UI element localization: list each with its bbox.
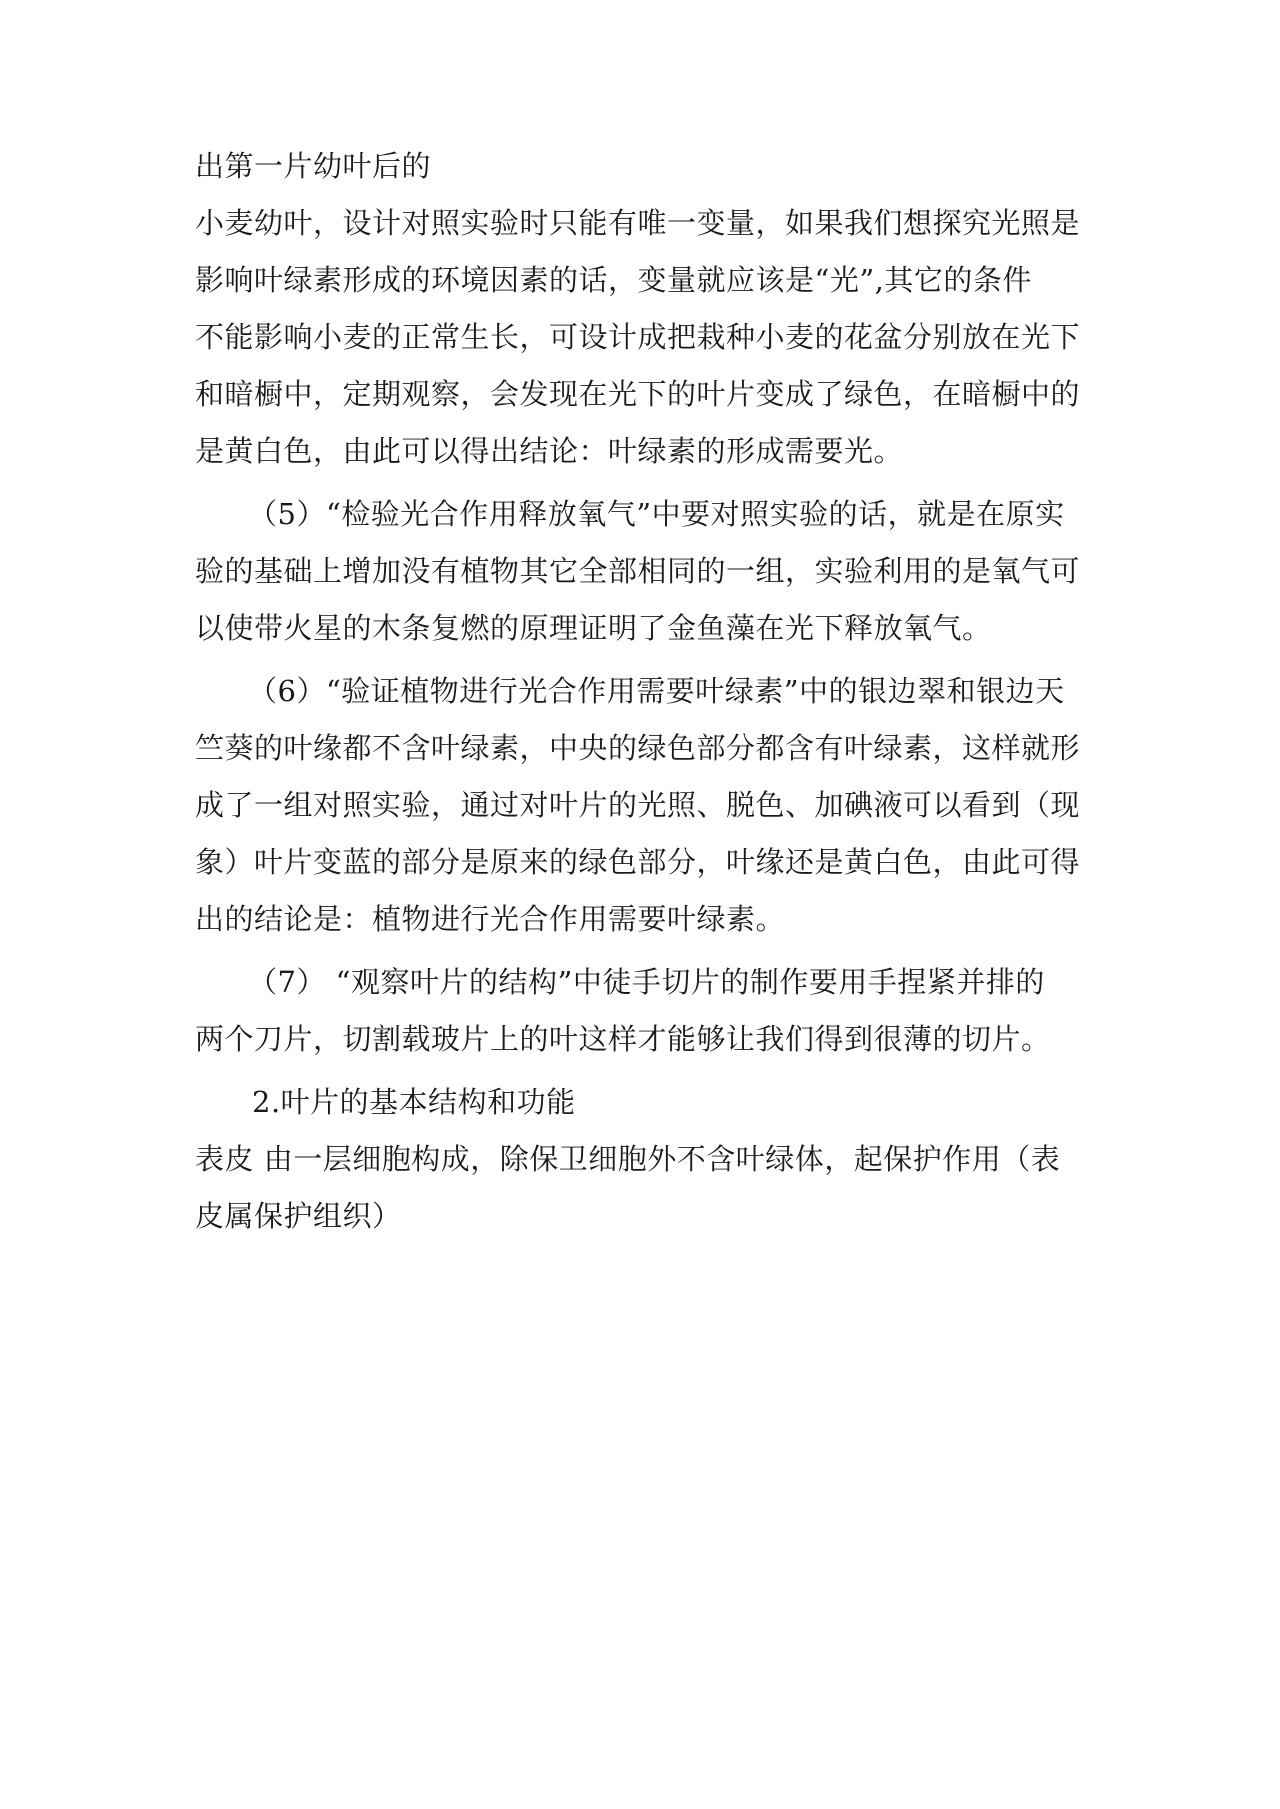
- text-line: 出第一片幼叶后的: [195, 149, 432, 183]
- text-line: 两个刀片，切割载玻片上的叶这样才能够让我们得到很薄的切片。: [195, 1022, 1051, 1056]
- section-heading: 2.叶片的基本结构和功能: [252, 1085, 576, 1119]
- text-line: 表皮 由一层细胞构成，除保卫细胞外不含叶绿体，起保护作用（表: [195, 1142, 1061, 1176]
- text-line: 不能影响小麦的正常生长，可设计成把栽种小麦的花盆分别放在光下: [195, 320, 1081, 354]
- paragraph-6-start: （6）“验证植物进行光合作用需要叶绿素”中的银边翠和银边天: [248, 674, 1065, 708]
- text-line: 皮属保护组织）: [195, 1199, 402, 1233]
- text-line: 竺葵的叶缘都不含叶绿素，中央的绿色部分都含有叶绿素，这样就形: [195, 731, 1081, 765]
- text-line: 小麦幼叶，设计对照实验时只能有唯一变量，如果我们想探究光照是: [195, 206, 1081, 240]
- text-line: 出的结论是：植物进行光合作用需要叶绿素。: [195, 902, 786, 936]
- text-line: 是黄白色，由此可以得出结论：叶绿素的形成需要光。: [195, 434, 904, 468]
- text-line: 和暗橱中，定期观察，会发现在光下的叶片变成了绿色，在暗橱中的: [195, 377, 1081, 411]
- text-line: 影响叶绿素形成的环境因素的话，变量就应该是“光”,其它的条件: [195, 263, 1032, 297]
- text-line: 象）叶片变蓝的部分是原来的绿色部分，叶缘还是黄白色，由此可得: [195, 845, 1081, 879]
- text-line: 成了一组对照实验，通过对叶片的光照、脱色、加碘液可以看到（现: [195, 788, 1081, 822]
- text-line: 以使带火星的木条复燃的原理证明了金鱼藻在光下释放氧气。: [195, 611, 992, 645]
- text-line: 验的基础上增加没有植物其它全部相同的一组，实验利用的是氧气可: [195, 554, 1081, 588]
- paragraph-7-start: （7） “观察叶片的结构”中徒手切片的制作要用手捏紧并排的: [248, 965, 1045, 999]
- paragraph-5-start: （5）“检验光合作用释放氧气”中要对照实验的话，就是在原实: [248, 497, 1065, 531]
